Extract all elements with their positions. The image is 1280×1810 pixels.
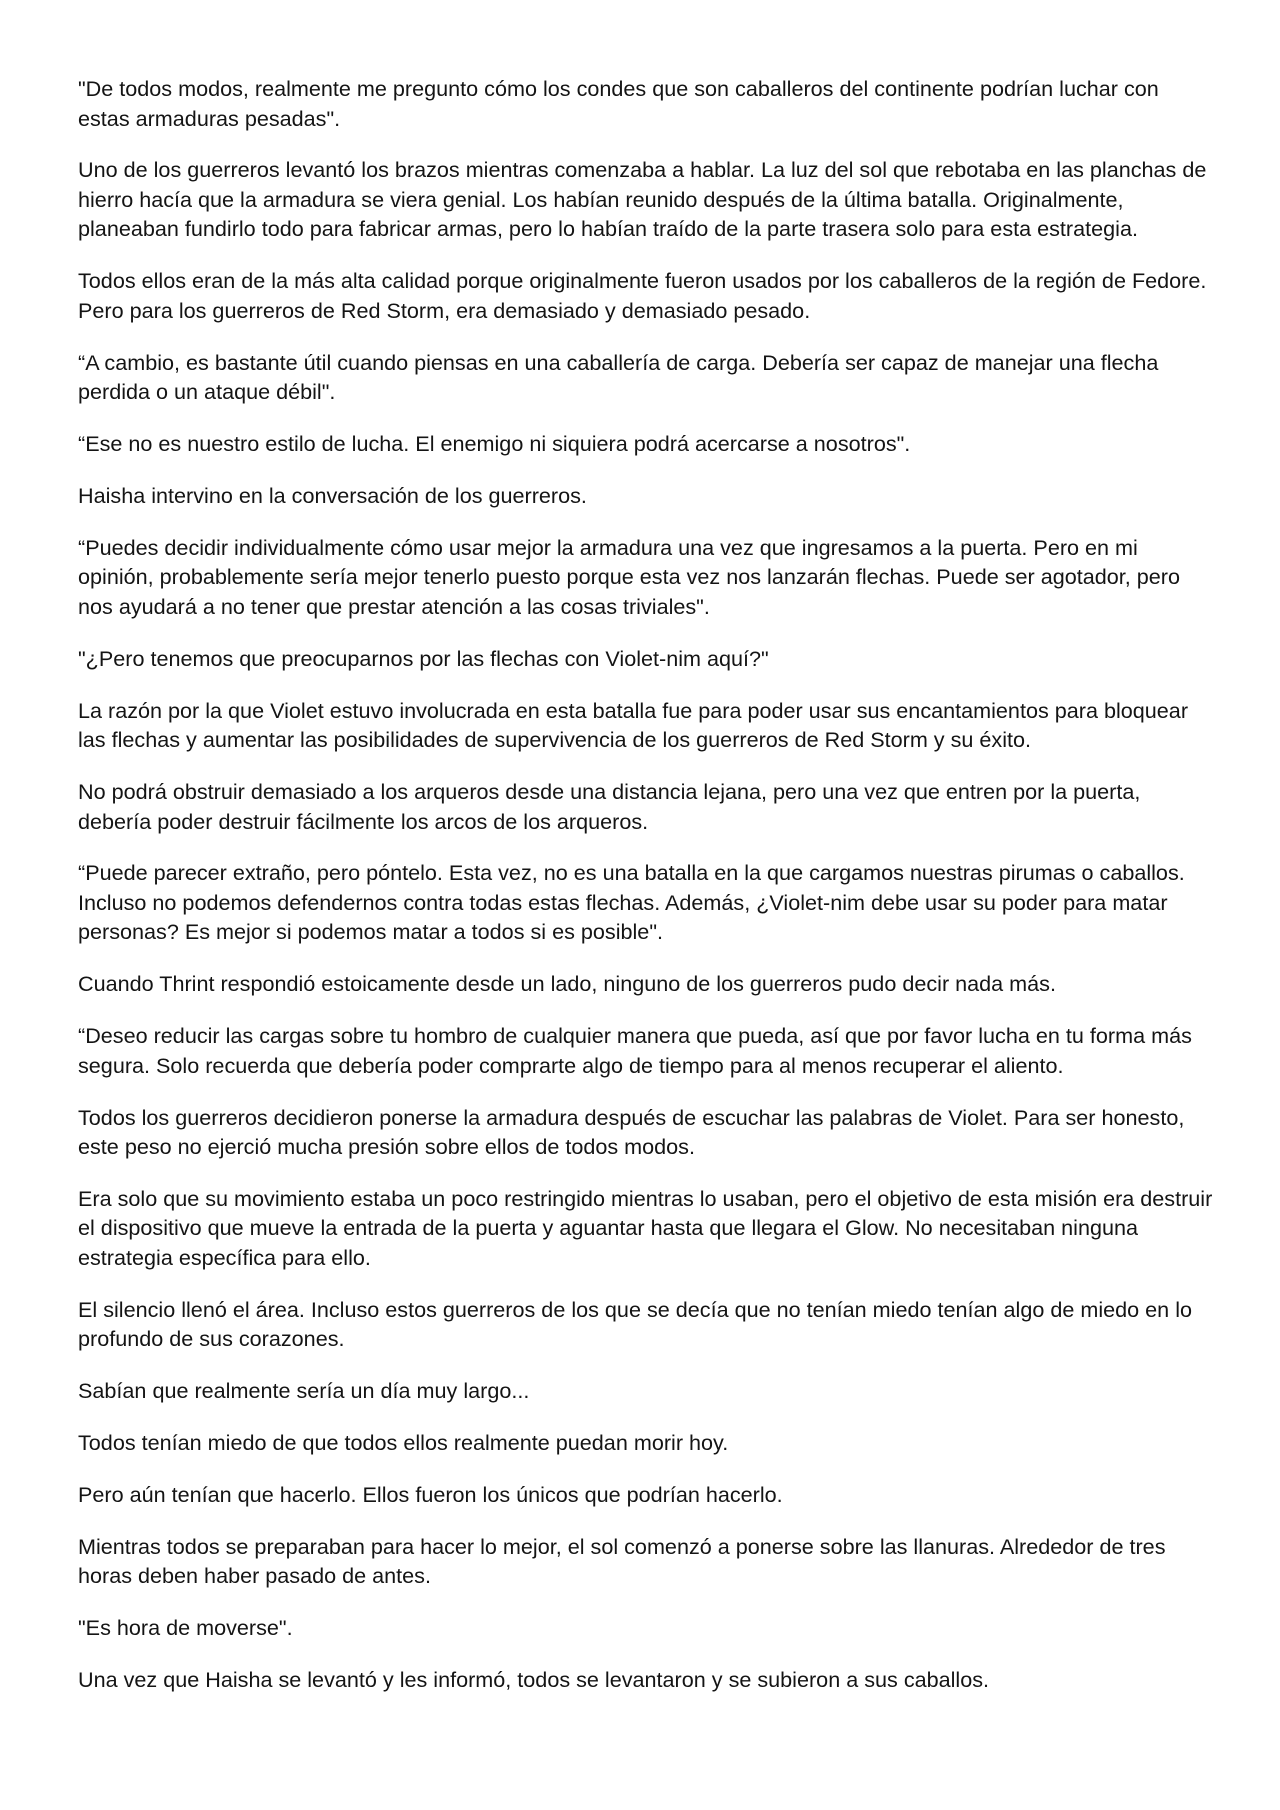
paragraph: Todos tenían miedo de que todos ellos realmente puedan morir hoy. — [78, 1430, 729, 1456]
paragraph: Uno de los guerreros levantó los brazos mientras comenzaba a hablar. La luz del sol que rebotaba en las planchas de hierro hacía que la armadura se viera genial. Los habían reunido después de la última batalla. Originalmente, planeaban fundirlo todo para fabricar armas, pero lo habían traído de la parte trasera solo para esta estrategia. — [78, 157, 1207, 242]
paragraph: “Puede parecer extraño, pero póntelo. Esta vez, no es una batalla en la que cargamos nuestras pirumas o caballos. Incluso no podemos defendernos contra todas estas flechas. Además, ¿Violet-nim debe usar su poder para matar personas? Es mejor si podemos matar a todos si es posible". — [78, 860, 1185, 945]
paragraph: Era solo que su movimiento estaba un poco restringido mientras lo usaban, pero el objetivo de esta misión era destruir el dispositivo que mueve la entrada de la puerta y aguantar hasta que llegara el Glow. No necesitaban ninguna estrategia específica para ello. — [78, 1185, 1213, 1270]
paragraph: La razón por la que Violet estuvo involucrada en esta batalla fue para poder usar sus encantamientos para bloquear las flechas y aumentar las posibilidades de supervivencia de los guerreros de Red Storm y su éxito. — [78, 697, 1189, 753]
paragraph: Sabían que realmente sería un día muy largo... — [78, 1378, 530, 1404]
paragraph: Una vez que Haisha se levantó y les informó, todos se levantaron y se subieron a sus caballos. — [78, 1667, 990, 1693]
paragraph: Pero aún tenían que hacerlo. Ellos fueron los únicos que podrían hacerlo. — [78, 1482, 783, 1508]
paragraph: “Puedes decidir individualmente cómo usar mejor la armadura una vez que ingresamos a la puerta. Pero en mi opinión, probablemente sería mejor tenerlo puesto porque esta vez nos lanzarán flechas. Puede ser agotador, pero nos ayudará a no tener que prestar atención a las cosas triviales". — [78, 534, 1180, 619]
paragraph: Cuando Thrint respondió estoicamente desde un lado, ninguno de los guerreros pudo decir nada más. — [78, 971, 1056, 997]
paragraph: “Deseo reducir las cargas sobre tu hombro de cualquier manera que pueda, así que por favor lucha en tu forma más segura. Solo recuerda que debería poder comprarte algo de tiempo para al menos recuperar el aliento. — [78, 1023, 1192, 1078]
paragraph: El silencio llenó el área. Incluso estos guerreros de los que se decía que no tenían miedo tenían algo de miedo en lo profundo de sus corazones. — [78, 1296, 1192, 1352]
paragraph: No podrá obstruir demasiado a los arqueros desde una distancia lejana, pero una vez que entren por la puerta, debería poder destruir fácilmente los arcos de los arqueros. — [78, 779, 1141, 834]
paragraph: Todos los guerreros decidieron ponerse la armadura después de escuchar las palabras de Violet. Para ser honesto, este peso no ejerció mucha presión sobre ellos de todos modos. — [78, 1104, 1185, 1160]
paragraph: "Es hora de moverse". — [78, 1615, 293, 1641]
paragraph: Haisha intervino en la conversación de los guerreros. — [78, 482, 587, 508]
paragraph: "¿Pero tenemos que preocuparnos por las flechas con Violet-nim aquí?" — [78, 645, 769, 671]
paragraph: Todos ellos eran de la más alta calidad porque originalmente fueron usados por los caballeros de la región de Fedore. Pero para los guerreros de Red Storm, era demasiado y demasiado pesado. — [78, 268, 1207, 323]
document-page — [78, 74, 1213, 1717]
paragraph: Mientras todos se preparaban para hacer lo mejor, el sol comenzó a ponerse sobre las llanuras. Alrededor de tres horas deben haber pasado de antes. — [78, 1533, 1166, 1589]
paragraph: “Ese no es nuestro estilo de lucha. El enemigo ni siquiera podrá acercarse a nosotros". — [78, 431, 911, 457]
paragraph: “A cambio, es bastante útil cuando piensas en una caballería de carga. Debería ser capaz de manejar una flecha perdida o un ataque débil". — [78, 349, 1159, 405]
paragraph: "De todos modos, realmente me pregunto cómo los condes que son caballeros del continente podrían luchar con estas armaduras pesadas". — [78, 76, 1159, 131]
